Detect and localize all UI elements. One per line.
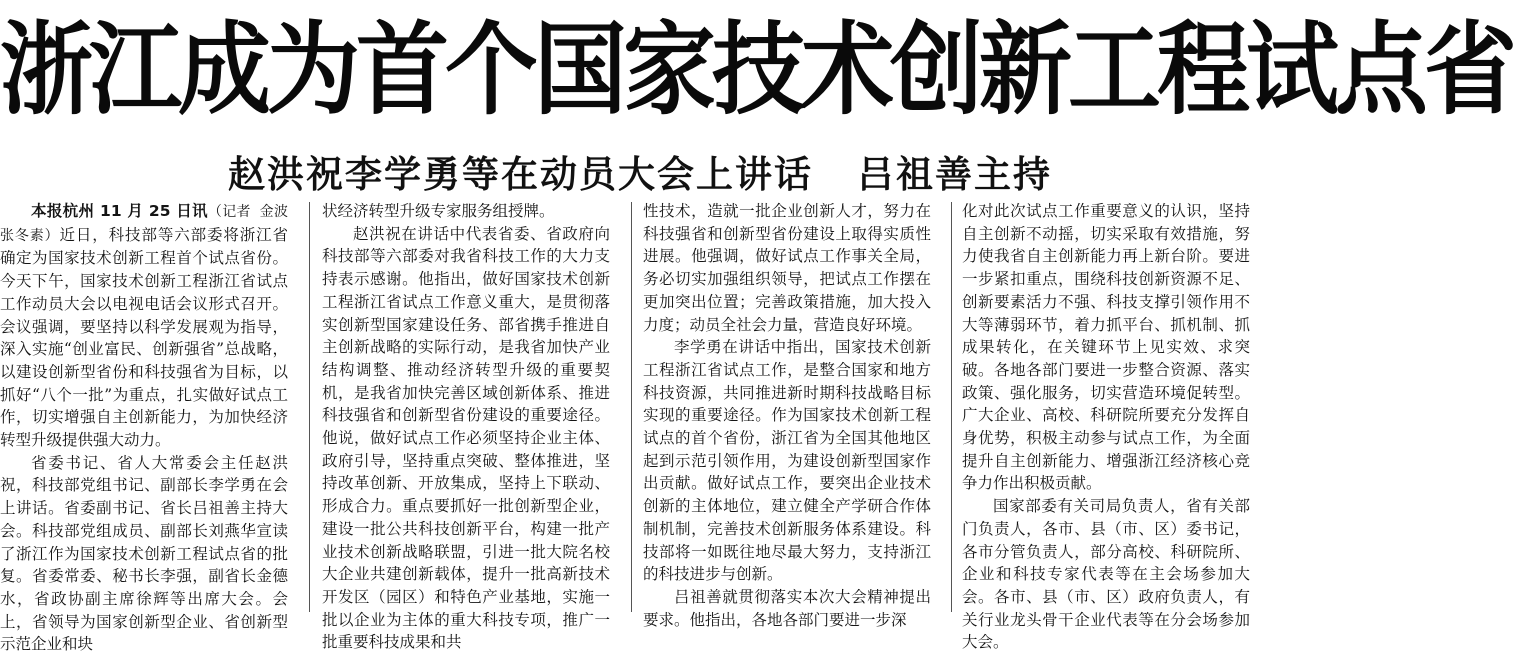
- subhead-chair: 吕祖善主持: [857, 152, 1052, 196]
- article-column-4: [962, 200, 1250, 652]
- headline: 浙江成为首个国家技术创新工程试点省: [0, 11, 1513, 129]
- article-paragraph: 省委书记、省人大常委会主任赵洪祝，科技部党组书记、副部长李学勇在会上讲话。省委副书记、省长吕祖善主持大会。科技部党组成员、副部长刘燕华宣读了浙江作为国家技术创新工程试点省的批复。省委常委、秘书长李强，副省长金德水，省政协副主席徐辉等出席大会。会上，省领导为国家创新型企业、省创新型示范企业和块: [0, 453, 288, 654]
- article-paragraph: 性技术，造就一批企业创新人才，努力在科技强省和创新型省份建设上取得实质性进展。他强调，做好试点工作事关全局，务必切实加强组织领导，把试点工作摆在更加突出位置；完善政策措施，加大投入力度；动员全社会力量，营造良好环境。: [643, 202, 931, 334]
- subhead-speakers: 赵洪祝李学勇等在动员大会上讲话: [228, 152, 813, 196]
- article-paragraph: 化对此次试点工作重要意义的认识，坚持自主创新不动摇，切实采取有效措施，努力使我省自主创新能力再上新台阶。要进一步紧扣重点，围绕科技创新资源不足、创新要素活力不强、科技支撑引领作用不大等薄弱环节，着力抓平台、抓机制、抓成果转化，在关键环节上见实效、求突破。各地各部门要进一步整合资源、落实政策、强化服务，切实营造环境促转型。广大企业、高校、科研院所要充分发挥自身优势，积极主动参与试点工作，为全面提升自主创新能力、增强浙江经济核心竞争力作出积极贡献。: [962, 202, 1250, 493]
- article-paragraph: 赵洪祝在讲话中代表省委、省政府向科技部等六部委对我省科技工作的大力支持表示感谢。他指出，做好国家技术创新工程浙江省试点工作意义重大，是贯彻落实创新型国家建设任务、部省携手推进自主创新战略的实际行动，是我省加快产业结构调整、推动经济转型升级的重要契机，是我省加快完善区域创新体系、推进科技强省和创新型省份建设的重要途径。他说，做好试点工作必须坚持企业主体、政府引导，坚持重点突破、整体推进，坚持改革创新、开放集成，坚持上下联动、形成合力。重点要抓好一批创新型企业，建设一批公共科技创新平台，构建一批产业技术创新战略联盟，引进一批大院名校大企业共建创新载体，提升一批高新技术开发区（园区）和特色产业基地，实施一批以企业为主体的重大科技专项，推广一批重要科技成果和共: [322, 224, 610, 652]
- dateline: 本报杭州 11 月 25 日讯: [31, 202, 208, 220]
- article-column-3: [643, 200, 931, 629]
- paragraph-text: 近日，科技部等六部委将浙江省确定为国家技术创新工程首个试点省份。今天下午，国家技术创新工程浙江省试点工作动员大会以电视电话会议形式召开。会议强调，要坚持以科学发展观为指导，深入实施“创业富民、创新强省”总战略，以建设创新型省份和科技强省为目标，以抓好“八个一批”为重点，扎实做好试点工作，切实增强自主创新能力，为加快经济转型升级提供强大动力。: [0, 225, 288, 450]
- article-column-2: [322, 200, 610, 652]
- article-paragraph: [0, 200, 288, 452]
- article-paragraph: 状经济转型升级专家服务组授牌。: [322, 202, 555, 220]
- article-paragraph: 吕祖善就贯彻落实本次大会精神提出要求。他指出，各地各部门要进一步深: [643, 587, 931, 629]
- reporter-byline: （记者 金波 张冬素）: [0, 204, 288, 244]
- column-divider: [631, 202, 632, 612]
- article-paragraph: 李学勇在讲话中指出，国家技术创新工程浙江省试点工作，是整合国家和地方科技资源，共同推进新时期科技战略目标实现的重要途径。作为国家技术创新工程试点的首个省份，浙江省为全国其他地区起到示范引领作用，为建设创新型国家作出贡献。做好试点工作，要突出企业技术创新的主体地位，建立健全产学研合作体制机制，完善技术创新服务体系建设。科技部将一如既往地尽最大努力，支持浙江的科技进步与创新。: [643, 338, 931, 584]
- subheadline: [0, 152, 1280, 196]
- article-column-1: [0, 200, 288, 654]
- column-divider: [309, 202, 310, 612]
- article-paragraph: 国家部委有关司局负责人，省有关部门负责人，各市、县（市、区）委书记，各市分管负责人，部分高校、科研院所、企业和科技专家代表等在主会场参加大会。各市、县（市、区）政府负责人，有关行业龙头骨干企业代表等在分会场参加大会。: [962, 497, 1250, 652]
- column-divider: [951, 202, 952, 612]
